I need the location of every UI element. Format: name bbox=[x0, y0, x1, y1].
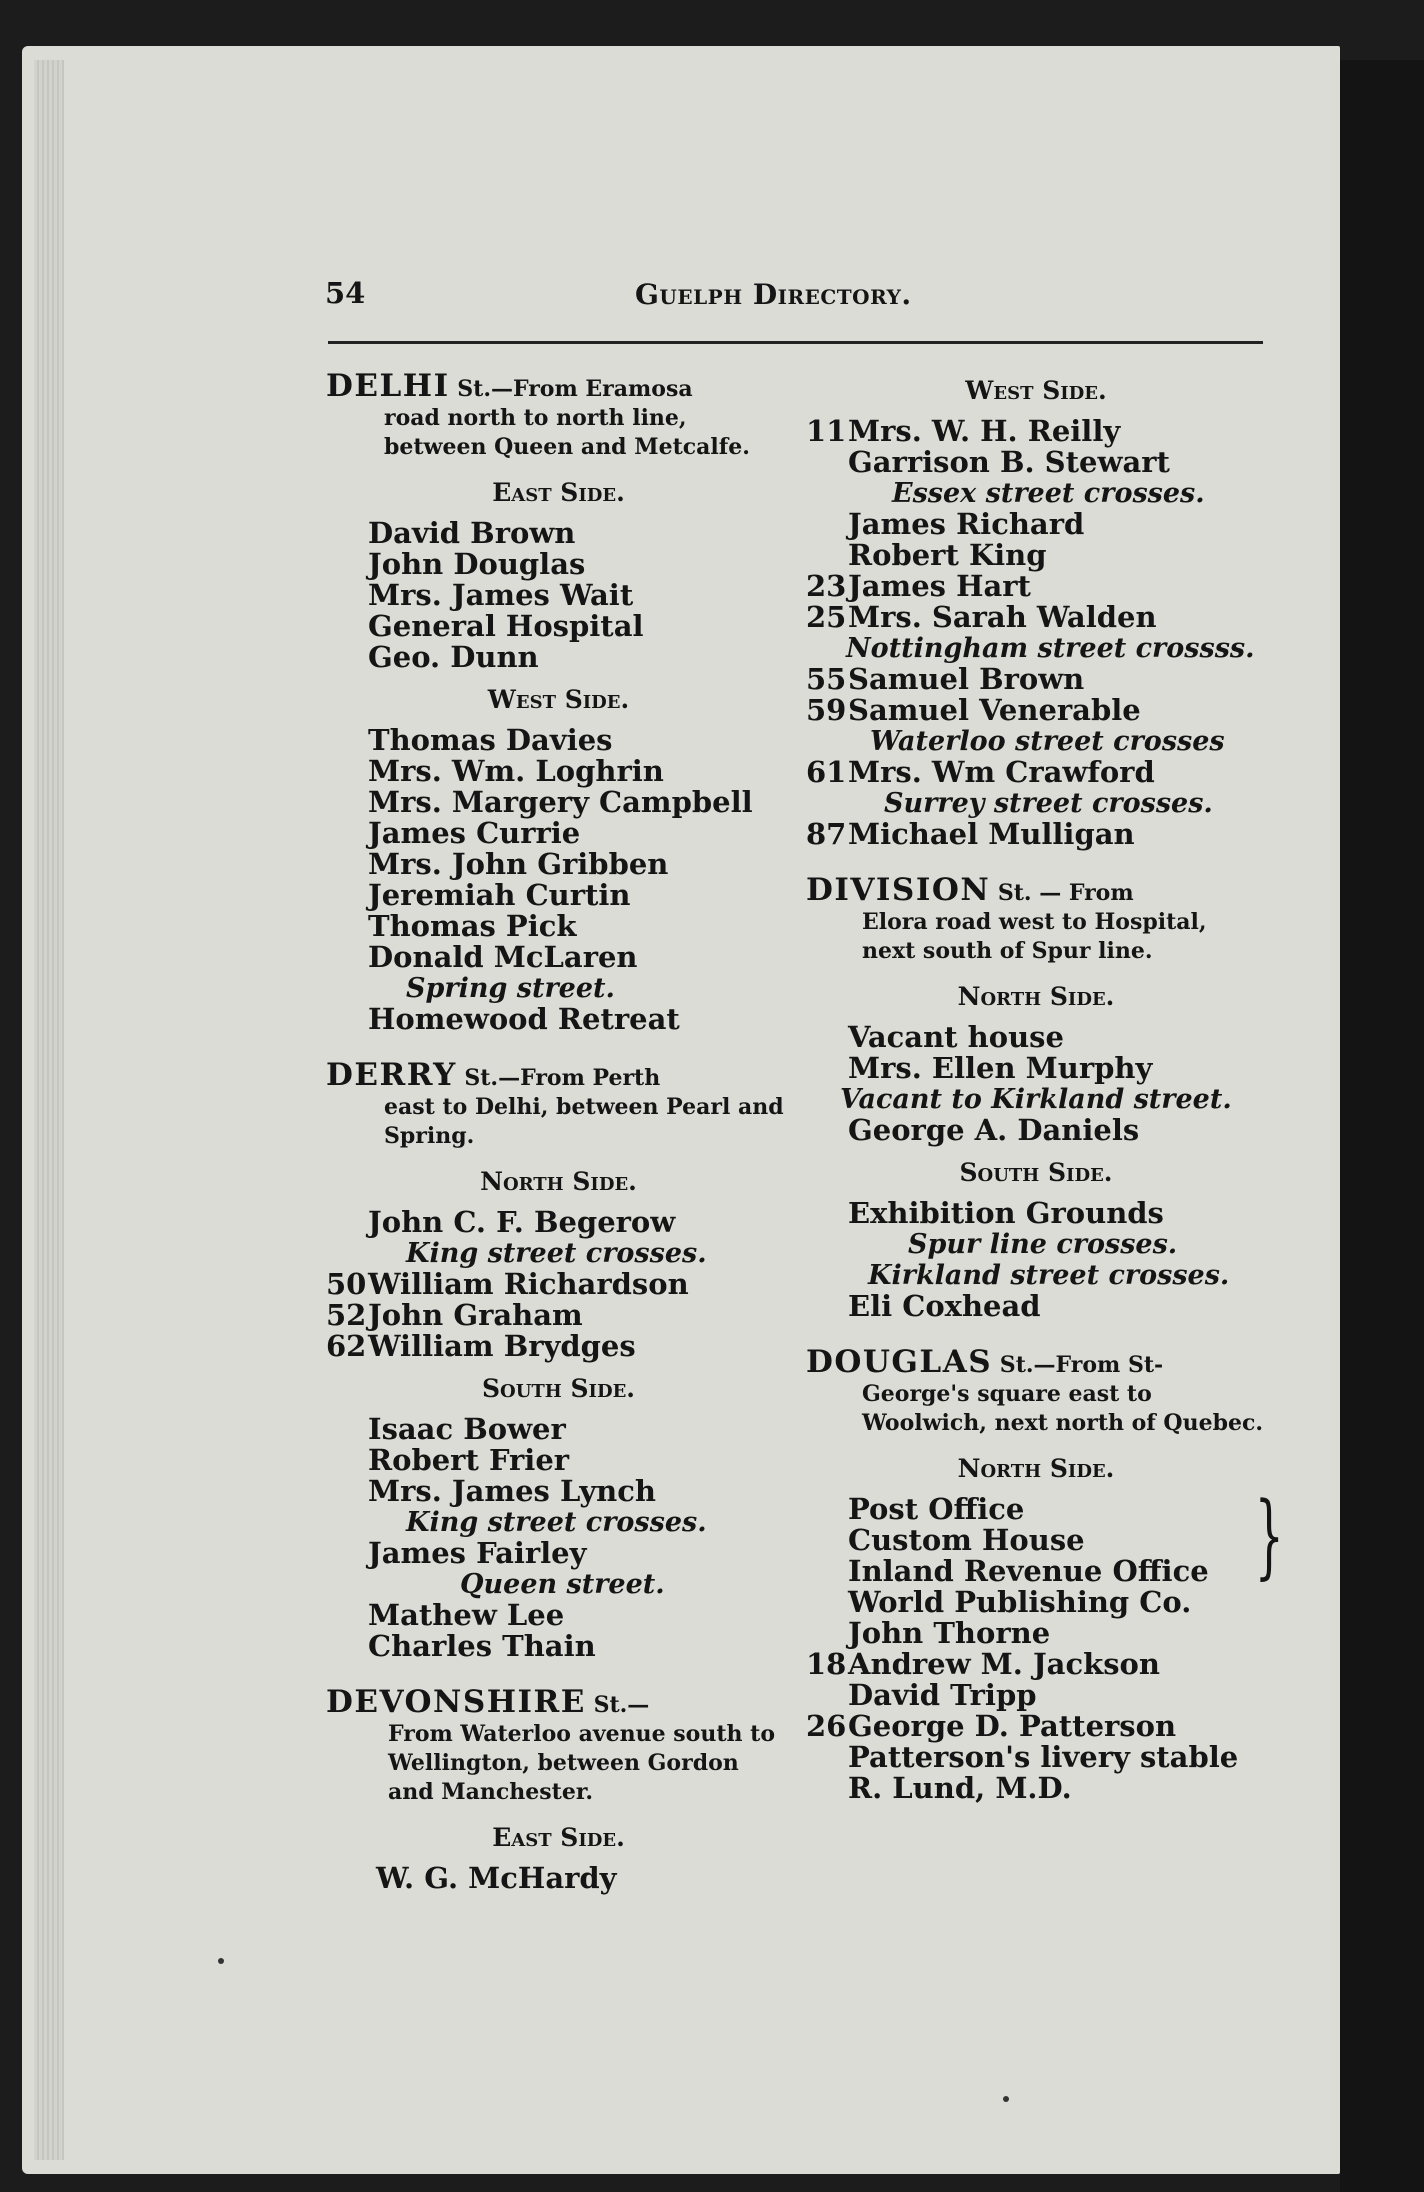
list-item: Patterson's livery stable bbox=[848, 1740, 1239, 1774]
side-heading: West Side. bbox=[965, 376, 1107, 405]
street-name: DEVONSHIRE bbox=[326, 1684, 586, 1720]
resident-name: Samuel Venerable bbox=[848, 693, 1141, 727]
street-desc: From Waterloo avenue south to Wellington, between Gordon and Manchester. bbox=[388, 1721, 775, 1805]
cross-street-note: King street crosses. bbox=[406, 1238, 707, 1269]
list-item: John C. F. Begerow bbox=[368, 1205, 676, 1239]
house-number: 87 bbox=[806, 817, 847, 851]
list-item: World Publishing Co. bbox=[848, 1585, 1192, 1619]
street-name: DELHI bbox=[326, 368, 450, 404]
government-offices-group bbox=[806, 1482, 1284, 1589]
list-item: David Brown bbox=[368, 516, 576, 550]
list-item: James Fairley bbox=[368, 1536, 587, 1570]
resident-name: James Hart bbox=[848, 569, 1031, 603]
scan-border bbox=[1340, 60, 1424, 2192]
side-heading: North Side. bbox=[957, 1454, 1115, 1483]
cross-street-note: Nottingham street crossss. bbox=[846, 633, 1255, 664]
resident-name: Mrs. Sarah Walden bbox=[848, 600, 1157, 634]
list-item: Thomas Pick bbox=[368, 909, 577, 943]
house-number: 18 bbox=[806, 1647, 847, 1681]
street-name: DIVISION bbox=[806, 872, 991, 908]
house-number: 50 bbox=[326, 1267, 367, 1301]
resident-name: Samuel Brown bbox=[848, 662, 1085, 696]
list-item: Charles Thain bbox=[368, 1629, 596, 1663]
list-item bbox=[806, 602, 1266, 633]
header-rule bbox=[328, 341, 1263, 344]
cross-street-note: Spur line crosses. bbox=[908, 1229, 1178, 1260]
list-item bbox=[806, 1649, 1266, 1680]
street-desc-first: St.—From St- bbox=[992, 1352, 1164, 1378]
list-item: Homewood Retreat bbox=[368, 1002, 680, 1036]
side-heading: East Side. bbox=[492, 478, 625, 507]
list-item: Robert King bbox=[848, 538, 1047, 572]
list-item: Mrs. Ellen Murphy bbox=[848, 1051, 1153, 1085]
resident-name: Andrew M. Jackson bbox=[848, 1647, 1160, 1681]
resident-name: John Graham bbox=[368, 1298, 583, 1332]
street-desc-first: St.— bbox=[585, 1692, 650, 1718]
resident-name: Michael Mulligan bbox=[848, 817, 1135, 851]
cross-street-note: Vacant to Kirkland street. bbox=[840, 1084, 1232, 1115]
street-name: DOUGLAS bbox=[806, 1344, 993, 1380]
list-item: General Hospital bbox=[368, 609, 644, 643]
resident-name: William Brydges bbox=[368, 1329, 636, 1363]
list-item: James Currie bbox=[368, 816, 581, 850]
house-number: 25 bbox=[806, 600, 847, 634]
list-item bbox=[806, 416, 1266, 447]
street-name: DERRY bbox=[326, 1057, 457, 1093]
list-item bbox=[806, 571, 1266, 602]
house-number: 61 bbox=[806, 755, 847, 789]
list-item: David Tripp bbox=[848, 1678, 1037, 1712]
house-number: 55 bbox=[806, 662, 847, 696]
street-heading-delhi bbox=[326, 368, 791, 462]
list-item: Mrs. John Gribben bbox=[368, 847, 669, 881]
list-item bbox=[806, 695, 1266, 726]
list-item: Jeremiah Curtin bbox=[368, 878, 631, 912]
street-desc: George's square east to Woolwich, next north of Quebec. bbox=[862, 1381, 1264, 1436]
side-heading: South Side. bbox=[959, 1158, 1113, 1187]
list-item bbox=[326, 1331, 791, 1362]
street-desc-first: St.—From Eramosa bbox=[449, 376, 693, 402]
list-item: Mrs. James Wait bbox=[368, 578, 634, 612]
list-item: Eli Coxhead bbox=[848, 1289, 1041, 1323]
list-item: Custom House bbox=[848, 1523, 1085, 1557]
list-item: John Douglas bbox=[368, 547, 586, 581]
street-heading-division bbox=[806, 872, 1266, 966]
list-item: Post Office bbox=[848, 1492, 1025, 1526]
list-item bbox=[326, 1300, 791, 1331]
cross-street-note: Spring street. bbox=[406, 973, 615, 1004]
list-item: R. Lund, M.D. bbox=[848, 1771, 1072, 1805]
list-item: Mrs. Margery Campbell bbox=[368, 785, 753, 819]
list-item: W. G. McHardy bbox=[376, 1861, 617, 1895]
resident-name: William Richardson bbox=[368, 1267, 689, 1301]
resident-name: George D. Patterson bbox=[848, 1709, 1177, 1743]
running-title: Guelph Directory. bbox=[635, 278, 912, 311]
list-item: Thomas Davies bbox=[368, 723, 613, 757]
house-number: 52 bbox=[326, 1298, 367, 1332]
cross-street-note: Waterloo street crosses bbox=[870, 726, 1225, 757]
side-heading: North Side. bbox=[957, 982, 1115, 1011]
street-desc: Elora road west to Hospital, next south of Spur line. bbox=[862, 909, 1207, 964]
street-heading-douglas bbox=[806, 1344, 1266, 1438]
list-item bbox=[806, 819, 1266, 850]
street-desc-first: St. — From bbox=[990, 880, 1134, 906]
cross-street-note: Surrey street crosses. bbox=[884, 788, 1213, 819]
list-item: Geo. Dunn bbox=[368, 640, 539, 674]
list-item: James Richard bbox=[848, 507, 1085, 541]
house-number: 26 bbox=[806, 1709, 847, 1743]
list-item: Garrison B. Stewart bbox=[848, 445, 1170, 479]
list-item: Vacant house bbox=[848, 1020, 1064, 1054]
house-number: 62 bbox=[326, 1329, 367, 1363]
list-item bbox=[806, 757, 1266, 788]
cross-street-note: Queen street. bbox=[460, 1569, 665, 1600]
house-number: 59 bbox=[806, 693, 847, 727]
list-item: Inland Revenue Office bbox=[848, 1554, 1209, 1588]
list-item: John Thorne bbox=[848, 1616, 1051, 1650]
side-heading: South Side. bbox=[481, 1374, 636, 1403]
right-column bbox=[806, 372, 1284, 1805]
list-item bbox=[806, 664, 1266, 695]
page-number: 54 bbox=[325, 276, 366, 310]
street-heading-devonshire bbox=[326, 1684, 791, 1807]
list-item bbox=[806, 1711, 1266, 1742]
list-item: George A. Daniels bbox=[848, 1113, 1140, 1147]
cross-street-note: King street crosses. bbox=[406, 1507, 707, 1538]
cross-street-note: Essex street crosses. bbox=[892, 478, 1205, 509]
list-item: Mrs. Wm. Loghrin bbox=[368, 754, 664, 788]
list-item: Mrs. James Lynch bbox=[368, 1474, 657, 1508]
house-number: 11 bbox=[806, 414, 847, 448]
house-number: 23 bbox=[806, 569, 847, 603]
side-heading: North Side. bbox=[480, 1167, 637, 1196]
list-item bbox=[326, 1269, 791, 1300]
page-header bbox=[325, 276, 1265, 316]
street-desc: road north to north line, between Queen and Metcalfe. bbox=[384, 405, 750, 460]
resident-name: Mrs. W. H. Reilly bbox=[848, 414, 1121, 448]
list-item: Donald McLaren bbox=[368, 940, 638, 974]
street-desc-first: St.—From Perth bbox=[456, 1065, 661, 1091]
list-item: Robert Frier bbox=[368, 1443, 570, 1477]
brace-glyph: } bbox=[1254, 1482, 1284, 1589]
left-column bbox=[326, 368, 791, 1895]
list-item: Mathew Lee bbox=[368, 1598, 565, 1632]
print-speck bbox=[218, 1958, 224, 1964]
side-heading: West Side. bbox=[487, 685, 630, 714]
street-desc: east to Delhi, between Pearl and Spring. bbox=[384, 1094, 784, 1149]
list-item: Isaac Bower bbox=[368, 1412, 566, 1446]
cross-street-note: Kirkland street crosses. bbox=[868, 1260, 1230, 1291]
page-edge-stack bbox=[34, 60, 64, 2160]
street-heading-derry bbox=[326, 1057, 791, 1151]
resident-name: Mrs. Wm Crawford bbox=[848, 755, 1155, 789]
list-item: Exhibition Grounds bbox=[848, 1196, 1164, 1230]
side-heading: East Side. bbox=[492, 1823, 625, 1852]
print-speck bbox=[1003, 2096, 1009, 2102]
